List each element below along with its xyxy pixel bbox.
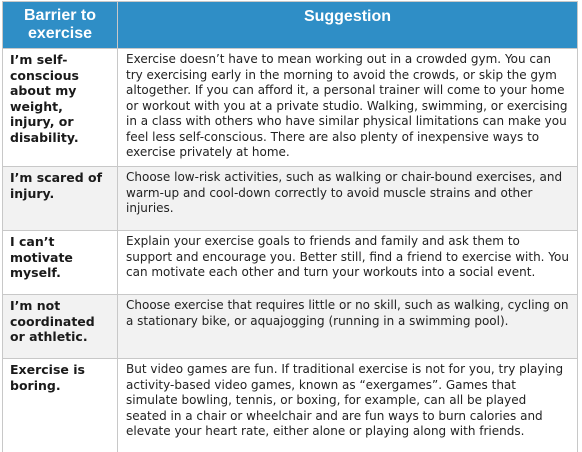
header-barrier: Barrier to exercise bbox=[3, 2, 118, 49]
suggestion-cell: Explain your exercise goals to friends and family and ask them to support and encourage you. Better still, find a friend to exercise with. You can motivate each other and turn your workouts into a social event. bbox=[118, 231, 578, 295]
suggestion-cell: But video games are fun. If traditional exercise is not for you, try playing activity-based video games, known as “exergames”. Games that simulate bowling, tennis, or boxing, for example, can all be played seated in a chair or wheelchair and are fun ways to burn calories and elevate your heart rate, either alone or playing along with friends. bbox=[118, 359, 578, 452]
barrier-cell: I’m self-conscious about my weight, injury, or disability. bbox=[3, 49, 118, 167]
table-row bbox=[3, 167, 578, 231]
table-header bbox=[3, 2, 578, 49]
table-row bbox=[3, 231, 578, 295]
barrier-cell: Exercise is boring. bbox=[3, 359, 118, 452]
header-row bbox=[3, 2, 578, 49]
barriers-table bbox=[2, 1, 578, 452]
suggestion-cell: Exercise doesn’t have to mean working out in a crowded gym. You can try exercising early in the morning to avoid the crowds, or skip the gym altogether. If you can afford it, a personal trainer will come to your home or workout with you at a private studio. Walking, swimming, or exercising in a class with others who have similar physical limitations can make you feel less self-conscious. There are also plenty of inexpensive ways to exercise privately at home. bbox=[118, 49, 578, 167]
page bbox=[0, 1, 582, 452]
suggestion-cell: Choose low-risk activities, such as walking or chair-bound exercises, and warm-up and cool-down correctly to avoid muscle strains and other injuries. bbox=[118, 167, 578, 231]
table-row bbox=[3, 295, 578, 359]
suggestion-cell: Choose exercise that requires little or no skill, such as walking, cycling on a stationary bike, or aquajogging (running in a swimming pool). bbox=[118, 295, 578, 359]
table-body bbox=[3, 49, 578, 452]
barrier-cell: I’m scared of injury. bbox=[3, 167, 118, 231]
barrier-cell: I’m not coordinated or athletic. bbox=[3, 295, 118, 359]
table-row bbox=[3, 359, 578, 452]
header-suggestion: Suggestion bbox=[118, 2, 578, 49]
barrier-cell: I can’t motivate myself. bbox=[3, 231, 118, 295]
table-row bbox=[3, 49, 578, 167]
